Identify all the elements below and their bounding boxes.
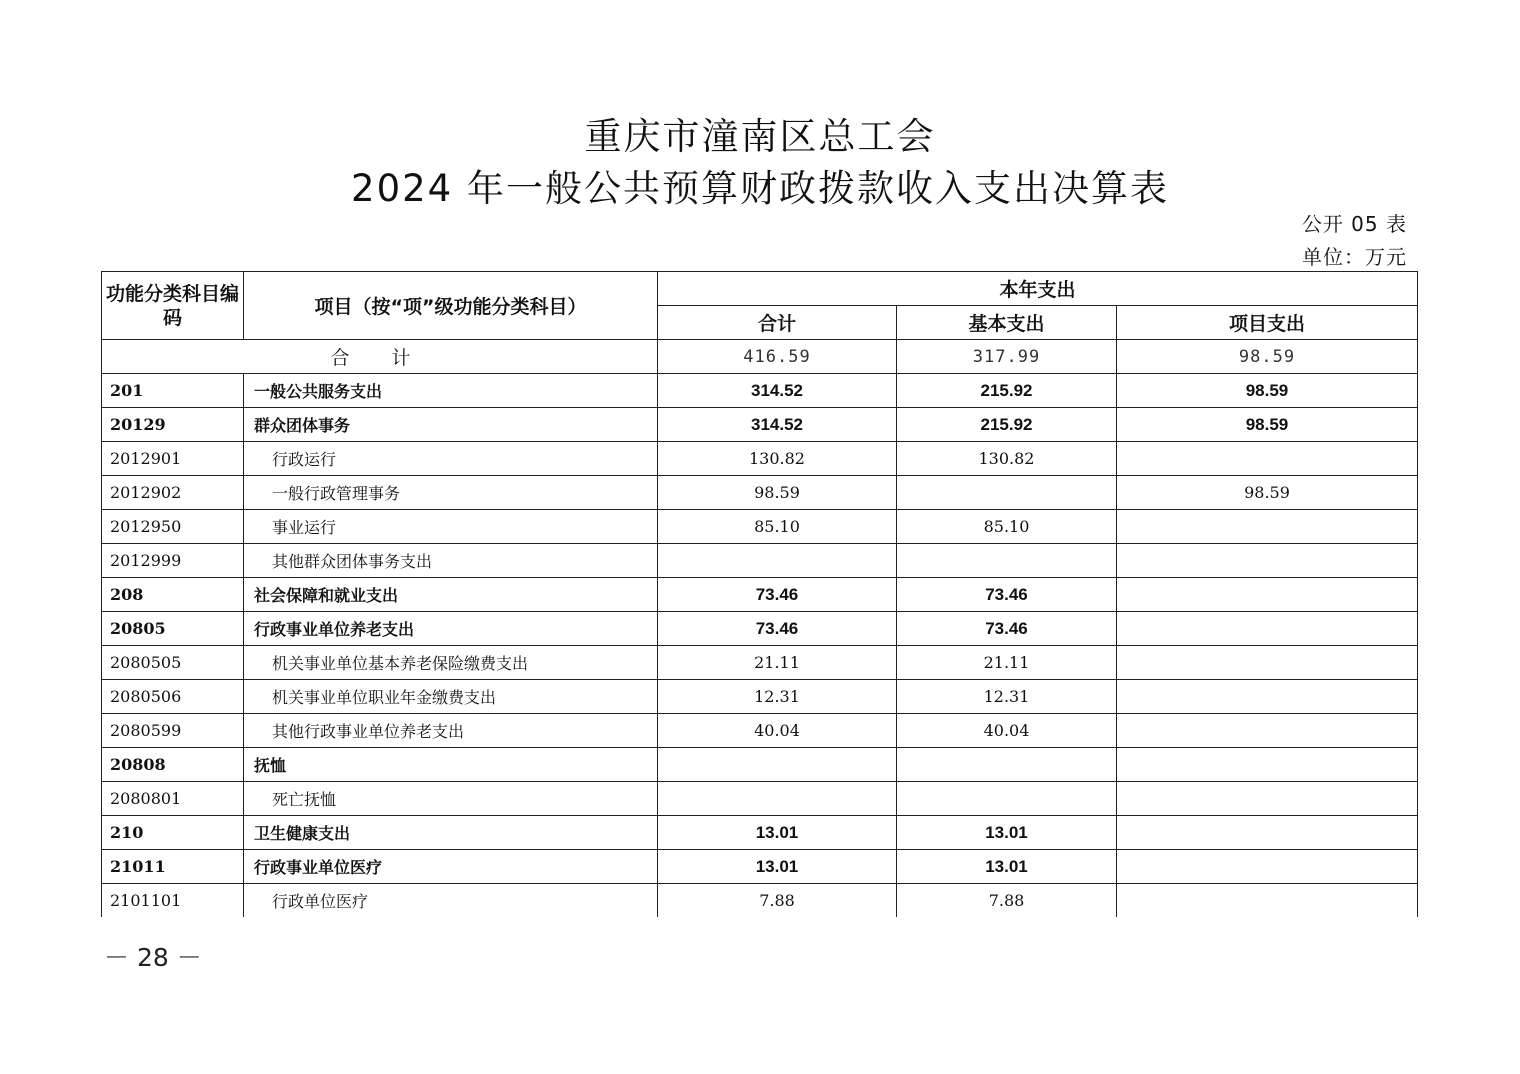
row-total: 73.46	[658, 612, 897, 646]
row-basic	[897, 782, 1117, 816]
table-row	[102, 374, 1418, 408]
table-row	[102, 408, 1418, 442]
total-project: 98.59	[1117, 340, 1418, 374]
row-project: 98.59	[1117, 476, 1418, 510]
page-number: － 28 －	[104, 943, 202, 972]
table-row	[102, 782, 1418, 816]
row-total	[658, 782, 897, 816]
row-project	[1117, 850, 1418, 884]
row-code: 2012950	[102, 510, 244, 544]
row-code: 20129	[102, 408, 244, 442]
row-total: 314.52	[658, 374, 897, 408]
row-code: 2101101	[102, 884, 244, 918]
row-basic: 7.88	[897, 884, 1117, 918]
table-row	[102, 646, 1418, 680]
row-name: 一般行政管理事务	[244, 476, 658, 510]
row-project	[1117, 714, 1418, 748]
total-sum: 416.59	[658, 340, 897, 374]
row-total: 13.01	[658, 850, 897, 884]
header-project: 项目支出	[1117, 306, 1418, 340]
table-row	[102, 476, 1418, 510]
row-basic: 130.82	[897, 442, 1117, 476]
row-basic	[897, 476, 1117, 510]
header-total: 合计	[658, 306, 897, 340]
row-basic	[897, 544, 1117, 578]
header-code: 功能分类科目编码	[102, 272, 244, 340]
row-name: 机关事业单位基本养老保险缴费支出	[244, 646, 658, 680]
row-project	[1117, 442, 1418, 476]
row-project	[1117, 646, 1418, 680]
table-row	[102, 816, 1418, 850]
row-name: 其他群众团体事务支出	[244, 544, 658, 578]
table-id: 公开 05 表	[1301, 212, 1407, 236]
header-name: 项目（按“项”级功能分类科目）	[244, 272, 658, 340]
row-name: 行政事业单位医疗	[244, 850, 658, 884]
table-row	[102, 680, 1418, 714]
row-total: 73.46	[658, 578, 897, 612]
table-row	[102, 544, 1418, 578]
table-row	[102, 714, 1418, 748]
document-subtitle: 2024 年一般公共预算财政拨款收入支出决算表	[351, 167, 1169, 210]
row-basic: 73.46	[897, 578, 1117, 612]
header-basic: 基本支出	[897, 306, 1117, 340]
row-project: 98.59	[1117, 374, 1418, 408]
row-project	[1117, 578, 1418, 612]
row-project	[1117, 544, 1418, 578]
row-code: 21011	[102, 850, 244, 884]
row-project: 98.59	[1117, 408, 1418, 442]
row-total: 7.88	[658, 884, 897, 918]
row-project	[1117, 612, 1418, 646]
row-code: 201	[102, 374, 244, 408]
header-group: 本年支出	[658, 272, 1418, 306]
row-name: 机关事业单位职业年金缴费支出	[244, 680, 658, 714]
row-total: 98.59	[658, 476, 897, 510]
table-row	[102, 578, 1418, 612]
row-code: 2080801	[102, 782, 244, 816]
row-code: 2080505	[102, 646, 244, 680]
row-code: 2012902	[102, 476, 244, 510]
row-project	[1117, 510, 1418, 544]
row-total	[658, 748, 897, 782]
row-total: 21.11	[658, 646, 897, 680]
row-name: 事业运行	[244, 510, 658, 544]
row-name: 行政单位医疗	[244, 884, 658, 918]
row-code: 20808	[102, 748, 244, 782]
row-name: 其他行政事业单位养老支出	[244, 714, 658, 748]
table-row	[102, 442, 1418, 476]
row-basic	[897, 748, 1117, 782]
table-row	[102, 748, 1418, 782]
budget-table	[101, 271, 1418, 917]
row-total: 314.52	[658, 408, 897, 442]
row-code: 2012999	[102, 544, 244, 578]
row-code: 2012901	[102, 442, 244, 476]
row-project	[1117, 680, 1418, 714]
row-project	[1117, 748, 1418, 782]
row-name: 行政事业单位养老支出	[244, 612, 658, 646]
row-project	[1117, 782, 1418, 816]
row-total: 13.01	[658, 816, 897, 850]
total-row	[102, 340, 1418, 374]
row-total: 130.82	[658, 442, 897, 476]
row-basic: 215.92	[897, 374, 1117, 408]
row-basic: 40.04	[897, 714, 1117, 748]
row-basic: 13.01	[897, 850, 1117, 884]
row-name: 行政运行	[244, 442, 658, 476]
row-basic: 12.31	[897, 680, 1117, 714]
table-row	[102, 884, 1418, 918]
row-name: 抚恤	[244, 748, 658, 782]
row-name: 群众团体事务	[244, 408, 658, 442]
row-basic: 73.46	[897, 612, 1117, 646]
table-row	[102, 510, 1418, 544]
row-code: 2080506	[102, 680, 244, 714]
row-basic: 85.10	[897, 510, 1117, 544]
row-name: 一般公共服务支出	[244, 374, 658, 408]
row-name: 社会保障和就业支出	[244, 578, 658, 612]
row-name: 卫生健康支出	[244, 816, 658, 850]
row-total: 85.10	[658, 510, 897, 544]
row-total: 40.04	[658, 714, 897, 748]
row-basic: 21.11	[897, 646, 1117, 680]
row-basic: 215.92	[897, 408, 1117, 442]
row-project	[1117, 884, 1418, 918]
document-title: 重庆市潼南区总工会	[584, 115, 936, 158]
table-row	[102, 850, 1418, 884]
row-name: 死亡抚恤	[244, 782, 658, 816]
row-code: 210	[102, 816, 244, 850]
unit-label: 单位：万元	[1302, 245, 1407, 269]
row-project	[1117, 816, 1418, 850]
row-total	[658, 544, 897, 578]
row-total: 12.31	[658, 680, 897, 714]
row-basic: 13.01	[897, 816, 1117, 850]
total-basic: 317.99	[897, 340, 1117, 374]
table-row	[102, 612, 1418, 646]
row-code: 2080599	[102, 714, 244, 748]
row-code: 208	[102, 578, 244, 612]
total-label: 合 计	[102, 340, 658, 374]
row-code: 20805	[102, 612, 244, 646]
